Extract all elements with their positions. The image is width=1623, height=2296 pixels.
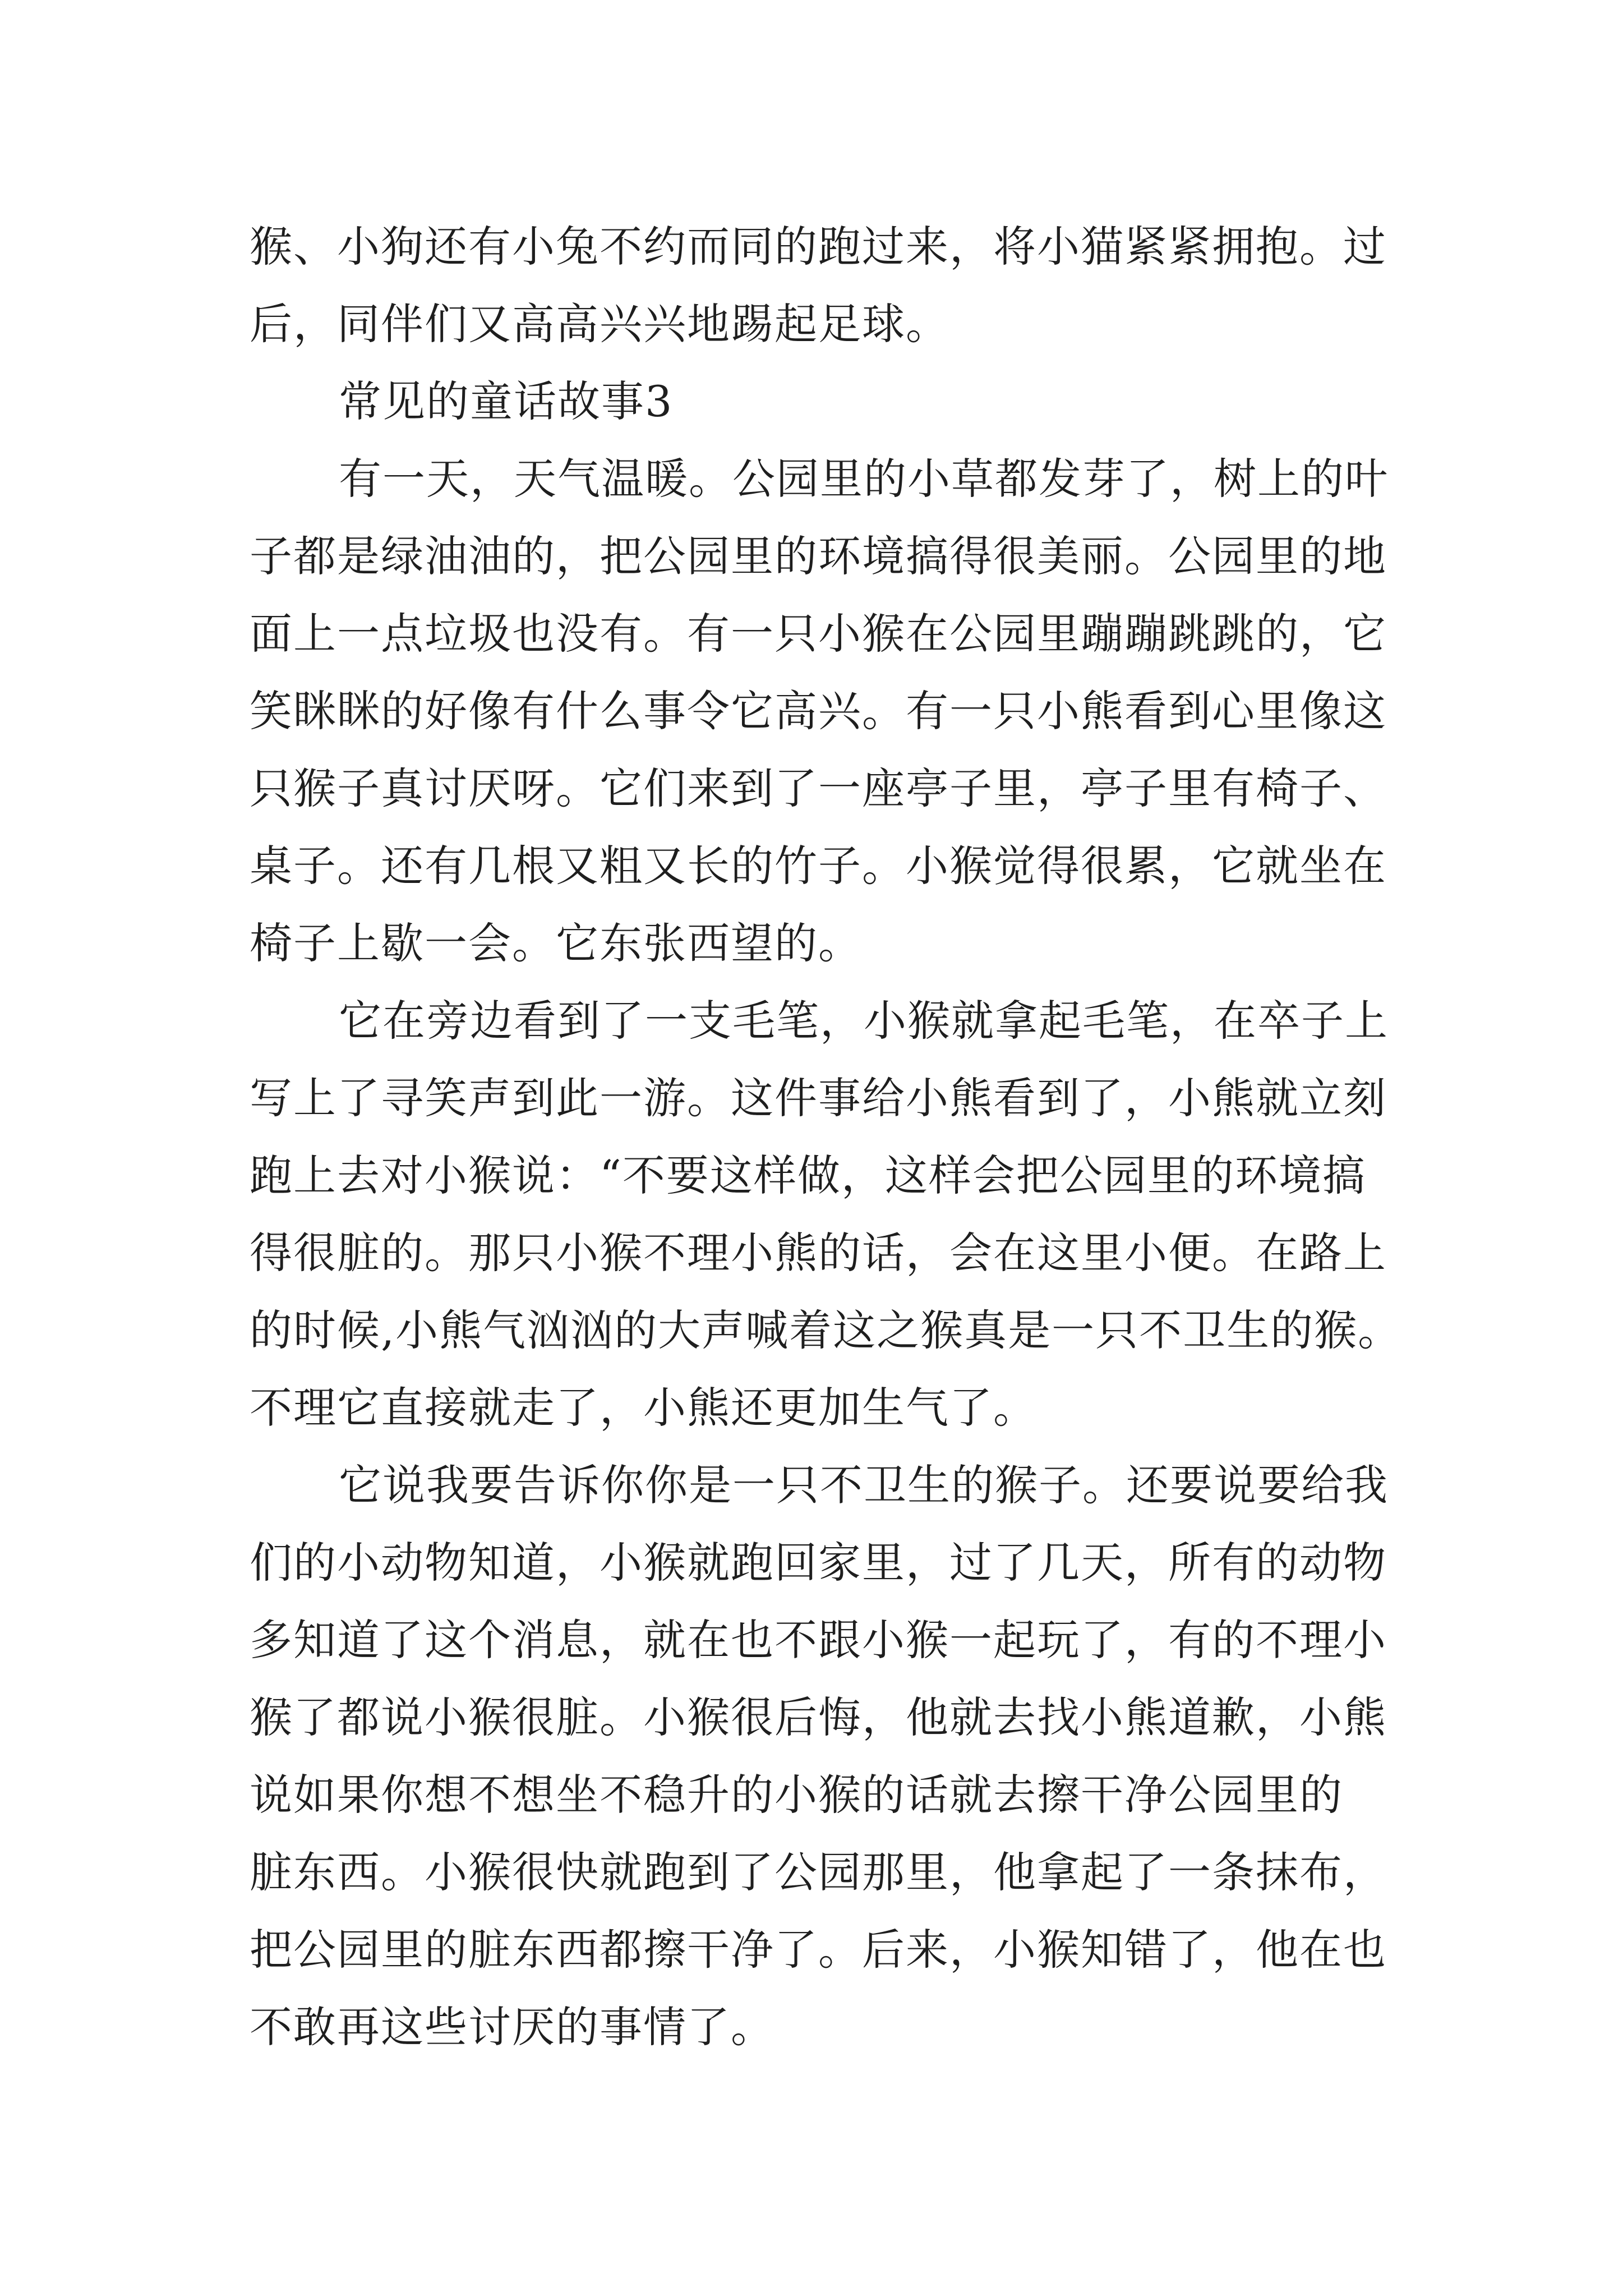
text-line-23: 把公园里的脏东西都擦干净了。后来，小猴知错了，他在也 xyxy=(250,1925,1387,1975)
text-line-17: 它说我要告诉你你是一只不卫生的猴子。还要说要给我 xyxy=(339,1460,1389,1510)
text-line-1: 猴、小狗还有小兔不约而同的跑过来，将小猫紧紧拥抱。过 xyxy=(250,222,1387,272)
section-heading: 常见的童话故事3 xyxy=(339,376,674,426)
text-line-24: 不敢再这些讨厌的事情了。 xyxy=(250,2002,774,2052)
text-line-11: 它在旁边看到了一支毛笔，小猴就拿起毛笔，在卒子上 xyxy=(339,996,1389,1046)
text-line-8: 只猴子真讨厌呀。它们来到了一座亭子里，亭子里有椅子、 xyxy=(250,763,1387,813)
text-line-13: 跑上去对小猴说：“不要这样做，这样会把公园里的环境搞 xyxy=(250,1151,1366,1200)
text-line-4: 有一天，天气温暖。公园里的小草都发芽了，树上的叶 xyxy=(339,454,1389,504)
text-line-7: 笑眯眯的好像有什么事令它高兴。有一只小熊看到心里像这 xyxy=(250,686,1387,736)
text-line-6: 面上一点垃圾也没有。有一只小猴在公园里蹦蹦跳跳的，它 xyxy=(250,609,1387,659)
text-line-2: 后，同伴们又高高兴兴地踢起足球。 xyxy=(250,299,949,349)
text-line-20: 猴了都说小猴很脏。小猴很后悔，他就去找小熊道歉，小熊 xyxy=(250,1692,1387,1742)
text-line-18: 们的小动物知道，小猴就跑回家里，过了几天，所有的动物 xyxy=(250,1538,1387,1588)
text-line-15: 的时候,小熊气汹汹的大声喊着这之猴真是一只不卫生的猴。 xyxy=(250,1305,1402,1355)
text-line-16: 不理它直接就走了，小熊还更加生气了。 xyxy=(250,1383,1037,1433)
text-line-22: 脏东西。小猴很快就跑到了公园那里，他拿起了一条抹布， xyxy=(250,1847,1387,1897)
text-line-5: 子都是绿油油的，把公园里的环境搞得很美丽。公园里的地 xyxy=(250,531,1387,581)
text-line-21: 说如果你想不想坐不稳升的小猴的话就去擦干净公园里的 xyxy=(250,1770,1343,1820)
text-line-10: 椅子上歇一会。它东张西望的。 xyxy=(250,918,862,968)
text-line-9: 桌子。还有几根又粗又长的竹子。小猴觉得很累，它就坐在 xyxy=(250,841,1387,891)
text-line-12: 写上了寻笑声到此一游。这件事给小熊看到了，小熊就立刻 xyxy=(250,1073,1387,1123)
text-line-19: 多知道了这个消息，就在也不跟小猴一起玩了，有的不理小 xyxy=(250,1615,1387,1665)
text-line-14: 得很脏的。那只小猴不理小熊的话，会在这里小便。在路上 xyxy=(250,1228,1387,1278)
